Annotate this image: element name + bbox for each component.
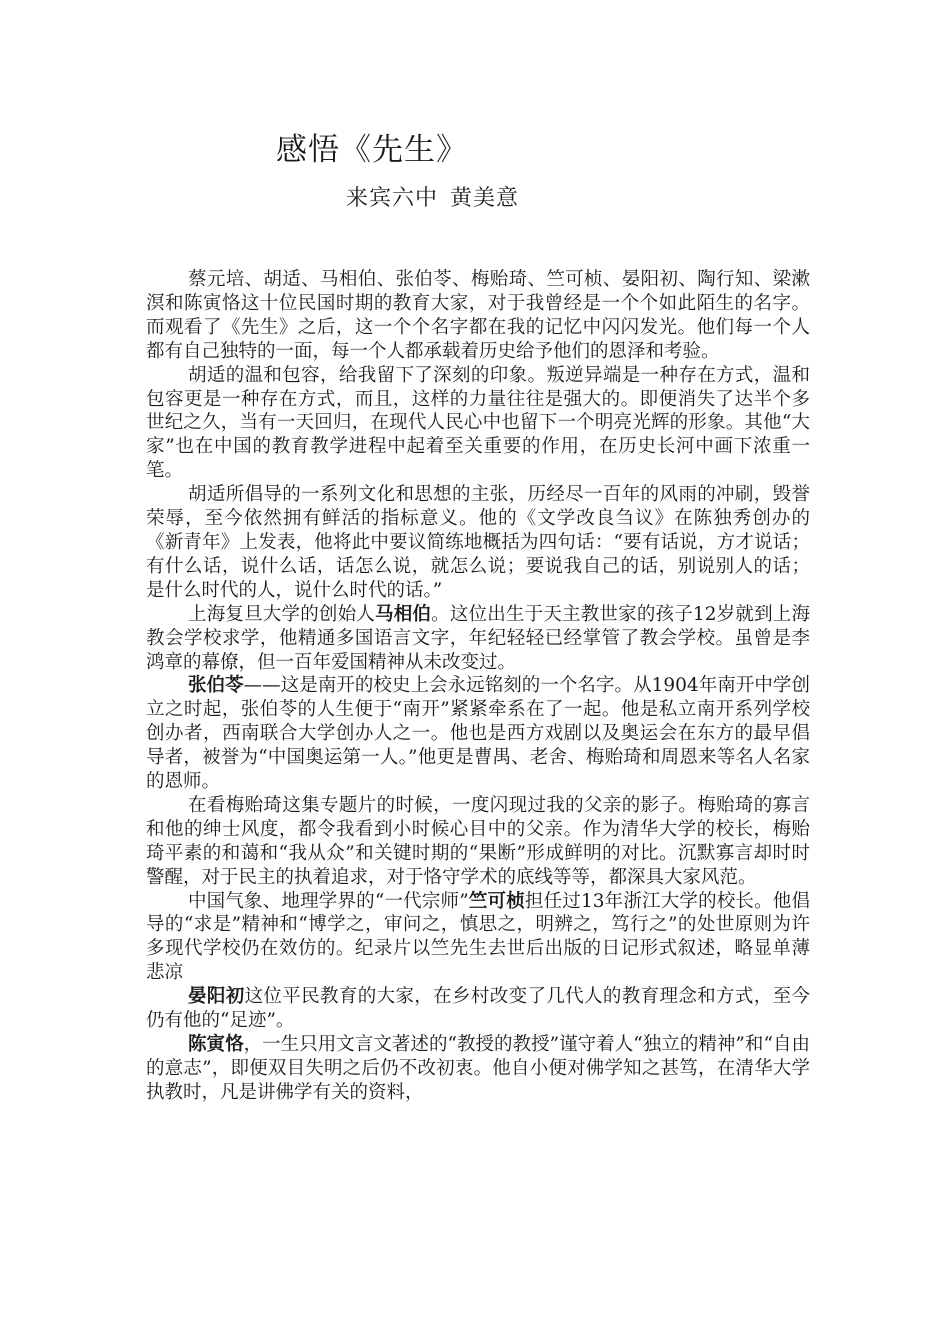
person-name-chen-yinke: 陈寅恪 xyxy=(188,1034,244,1055)
paragraph-4-lead: 上海复旦大学的创始人 xyxy=(188,603,376,625)
person-name-zhang-boling: 张伯苓 xyxy=(188,675,244,697)
paragraph-3: 胡适所倡导的一系列文化和思想的主张，历经尽一百年的风雨的冲刷，毁誉荣辱，至今依然拥有鲜活的指标意义。他的《文学改良刍议》在陈独秀创办的《新青年》上发表，他将此中要议简练地概括为四句话：“要有话说，方才说话；有什么话，说什么话，话怎么说，就怎么说；要说我自己的话，别说别人的话；是什么时代的人，说什么时代的话。” xyxy=(146,484,810,601)
person-name-zhu-kezhen: 竺可桢 xyxy=(468,890,525,912)
author-school: 来宾六中 xyxy=(346,186,439,211)
paragraph-7-lead: 中国气象、地理学界的“一代宗师” xyxy=(188,890,469,912)
article-body xyxy=(146,268,810,1105)
paragraph-8-rest: 这位平民教育的大家，在乡村改变了几代人的教育理念和方式，至今仍有他的“足迹”。 xyxy=(146,986,810,1032)
paragraph-5-rest: ——这是南开的校史上会永远铭刻的一个名字。从1904年南开中学创立之时起，张伯苓的人生便于“南开”紧紧牵系在了一起。他是私立南开系列学校创办者，西南联合大学创办人之一。他也是西方戏剧以及奥运会在东方的最早倡导者，被誉为“中国奥运第一人。”他更是曹禺、老舍、梅贻琦和周恩来等名人名家的恩师。 xyxy=(146,675,810,793)
page-title: 感悟《先生》 xyxy=(276,132,468,168)
person-name-yan-yangchu: 晏阳初 xyxy=(188,986,245,1008)
author-name: 黄美意 xyxy=(450,186,520,211)
paragraph-9-rest: ，一生只用文言文著述的“教授的教授”谨守着人“独立的精神”和“自由的意志”，即便双目失明之后仍不改初衷。他自小便对佛学知之甚笃，在清华大学执教时，凡是讲佛学有关的资料， xyxy=(146,1034,810,1103)
paragraph-8 xyxy=(146,985,810,1033)
paragraph-7 xyxy=(146,890,810,986)
paragraph-6: 在看梅贻琦这集专题片的时候，一度闪现过我的父亲的影子。梅贻琦的寡言和他的绅士风度，都令我看到小时候心目中的父亲。作为清华大学的校长，梅贻琦平素的和蔼和“我从众”和关键时期的“果断”形成鲜明的对比。沉默寡言却时时警醒，对于民主的执着追求，对于恪守学术的底线等等，都深具大家风范。 xyxy=(146,794,810,888)
paragraph-2: 胡适的温和包容，给我留下了深刻的印象。叛逆异端是一种存在方式，温和包容更是一种存在方式，而且，这样的力量往往是强大的。即便消失了达半个多世纪之久，当有一天回归，在现代人民心中也留下一个明亮光辉的形象。其他“大家”也在中国的教育教学进程中起着至关重要的作用，在历史长河中画下浓重一笔。 xyxy=(146,364,810,482)
paragraph-4 xyxy=(146,603,810,675)
paragraph-1: 蔡元培、胡适、马相伯、张伯苓、梅贻琦、竺可桢、晏阳初、陶行知、梁漱溟和陈寅恪这十位民国时期的教育大家，对于我曾经是一个个如此陌生的名字。而观看了《先生》之后，这一个个名字都在我的记忆中闪闪发光。他们每一个人都有自己独特的一面，每一个人都承载着历史给予他们的恩泽和考验。 xyxy=(146,269,810,362)
paragraph-9 xyxy=(146,1033,810,1105)
author-line xyxy=(346,183,531,215)
paragraph-5 xyxy=(146,674,810,794)
paragraph-4-rest: 。这位出生于天主教世家的孩子12岁就到上海教会学校求学，他精通多国语言文字，年纪轻轻已经掌管了教会学校。虽曾是李鸿章的幕僚，但一百年爱国精神从未改变过。 xyxy=(146,603,810,673)
paragraph-7-rest: 担任过13年浙江大学的校长。他倡导的“求是”精神和“博学之，审问之，慎思之，明辨之，笃行之”的处世原则为许多现代学校仍在效仿的。纪录片以竺先生去世后出版的日记形式叙述，略显单薄悲凉 xyxy=(146,890,810,984)
person-name-ma-xiangbo: 马相伯 xyxy=(375,603,432,625)
